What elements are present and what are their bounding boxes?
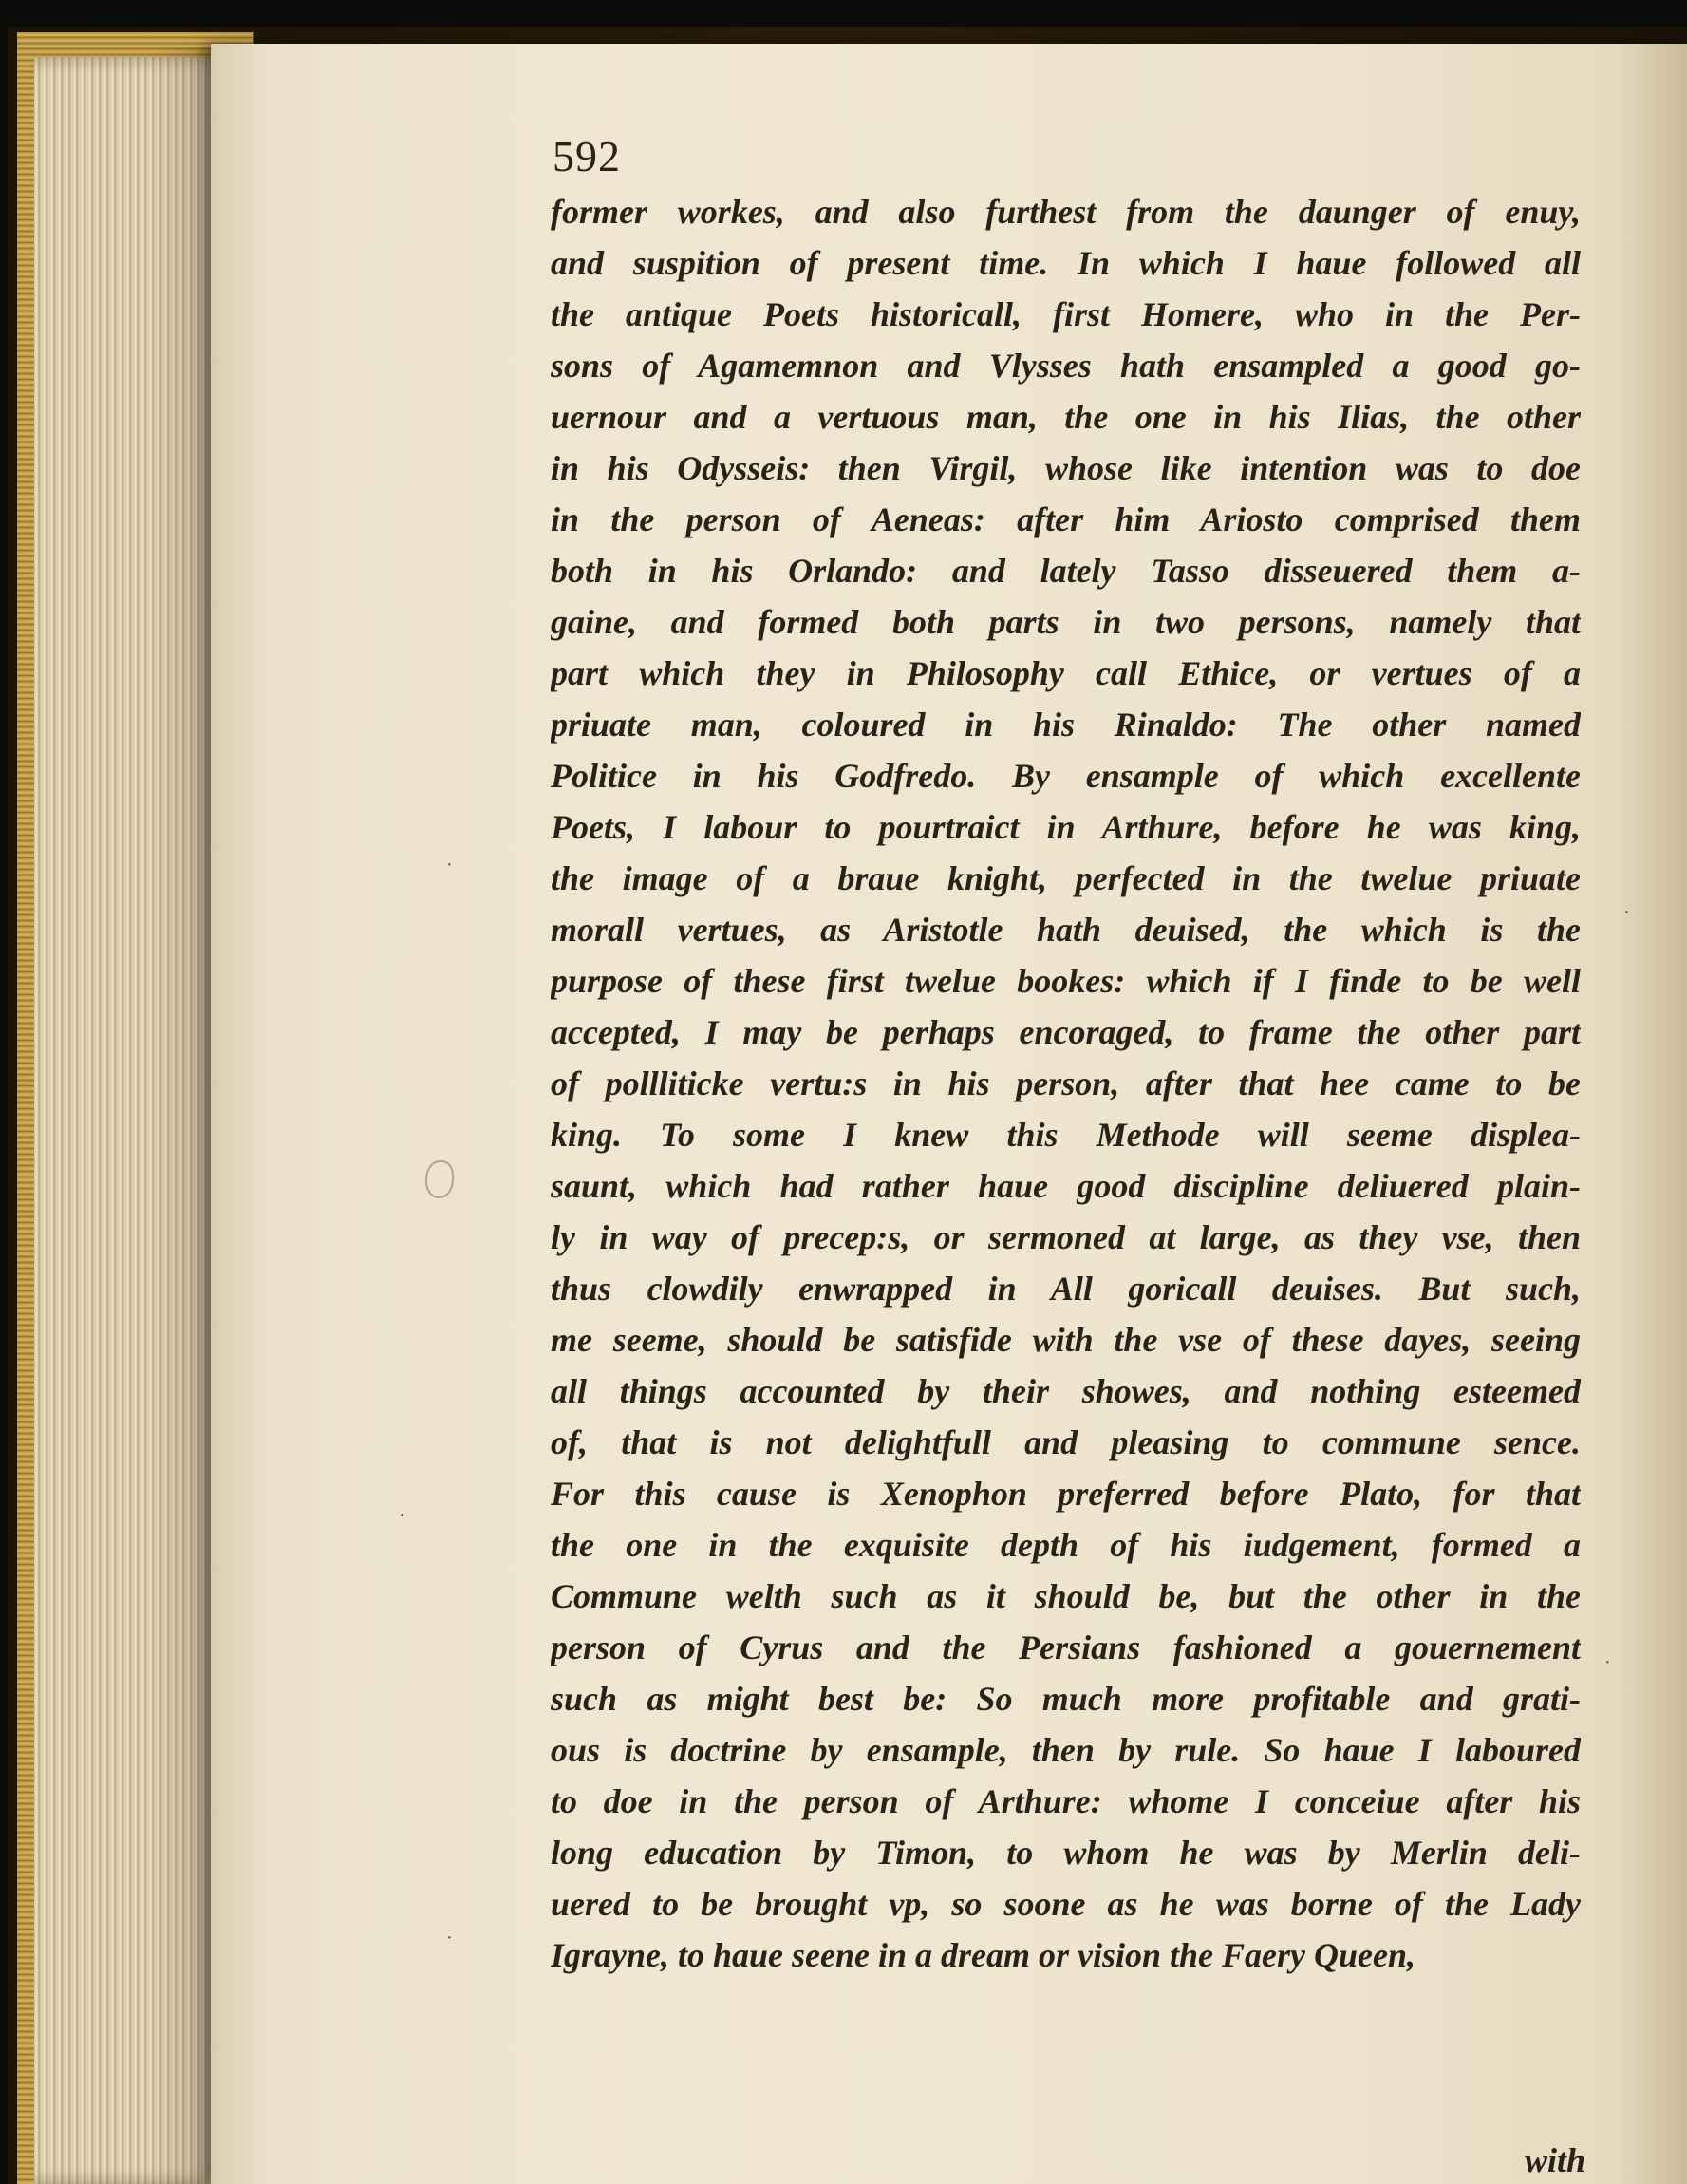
page-number: 592	[553, 132, 621, 180]
text-line: of pollliticke vertu:s in his person, after that hee came to be	[551, 1064, 1581, 1102]
text-block	[551, 186, 1581, 1981]
foxing-speck: ·	[446, 1928, 453, 1949]
text-line: and suspition of present time. In which I haue followed all	[551, 244, 1581, 282]
text-line: me seeme, should be satisfide with the vse of these dayes, seeing	[551, 1321, 1581, 1359]
text-line: Poets, I labour to pourtraict in Arthure, before he was king,	[551, 808, 1581, 846]
text-line: Igrayne, to haue seene in a dream or vision the Faery Queen,	[551, 1936, 1416, 1974]
foxing-speck: ·	[446, 855, 453, 875]
text-line: in the person of Aeneas: after him Ariosto comprised them	[551, 500, 1581, 538]
text-line: ous is doctrine by ensample, then by rule. So haue I laboured	[551, 1731, 1581, 1769]
text-line: priuate man, coloured in his Rinaldo: The other named	[551, 706, 1581, 744]
text-line: accepted, I may be perhaps encoraged, to frame the other part	[551, 1013, 1581, 1051]
text-line: uered to be brought vp, so soone as he was borne of the Lady	[551, 1885, 1581, 1923]
text-line: purpose of these first twelue bookes: which if I finde to be well	[551, 962, 1581, 1000]
text-line: part which they in Philosophy call Ethice, or vertues of a	[551, 654, 1581, 692]
text-line: long education by Timon, to whom he was by Merlin deli-	[551, 1834, 1581, 1872]
text-line: uernour and a vertuous man, the one in his Ilias, the other	[551, 398, 1581, 436]
text-line: the one in the exquisite depth of his iudgement, formed a	[551, 1526, 1581, 1564]
text-line: morall vertues, as Aristotle hath deuised, the which is the	[551, 911, 1581, 949]
text-line: to doe in the person of Arthure: whome I conceiue after his	[551, 1782, 1581, 1820]
text-line: the image of a braue knight, perfected in the twelue priuate	[551, 859, 1581, 897]
text-line: king. To some I knew this Methode will seeme displea-	[551, 1116, 1581, 1154]
text-line: ly in way of precep:s, or sermoned at large, as they vse, then	[551, 1218, 1581, 1256]
text-line: saunt, which had rather haue good discipline deliuered plain-	[551, 1167, 1581, 1205]
text-line: the antique Poets historicall, first Homere, who in the Per-	[551, 295, 1581, 333]
text-line: of, that is not delightfull and pleasing to commune sence.	[551, 1423, 1581, 1461]
text-line: former workes, and also furthest from the daunger of enuy,	[551, 193, 1581, 231]
text-line: Commune welth such as it should be, but the other in the	[551, 1577, 1581, 1615]
text-line: all things accounted by their showes, and nothing esteemed	[551, 1372, 1581, 1410]
text-line: in his Odysseis: then Virgil, whose like intention was to doe	[551, 449, 1581, 487]
text-line: Politice in his Godfredo. By ensample of which excellente	[551, 757, 1581, 795]
text-line: sons of Agamemnon and Vlysses hath ensampled a good go-	[551, 347, 1581, 385]
text-line: gaine, and formed both parts in two persons, namely that	[551, 603, 1581, 641]
text-line: For this cause is Xenophon preferred before Plato, for that	[551, 1475, 1581, 1513]
foxing-speck: ·	[1623, 902, 1630, 923]
text-line: such as might best be: So much more profitable and grati-	[551, 1680, 1581, 1718]
foxing-speck: ·	[1604, 1652, 1611, 1673]
ink-stain-mark	[425, 1160, 454, 1198]
foxing-speck: ·	[399, 1505, 405, 1526]
text-line: person of Cyrus and the Persians fashioned a gouernement	[551, 1629, 1581, 1666]
catchword: with	[1524, 2141, 1585, 2179]
text-line: both in his Orlando: and lately Tasso disseuered them a-	[551, 552, 1581, 590]
text-line: thus clowdily enwrapped in All goricall deuises. But such,	[551, 1270, 1581, 1308]
